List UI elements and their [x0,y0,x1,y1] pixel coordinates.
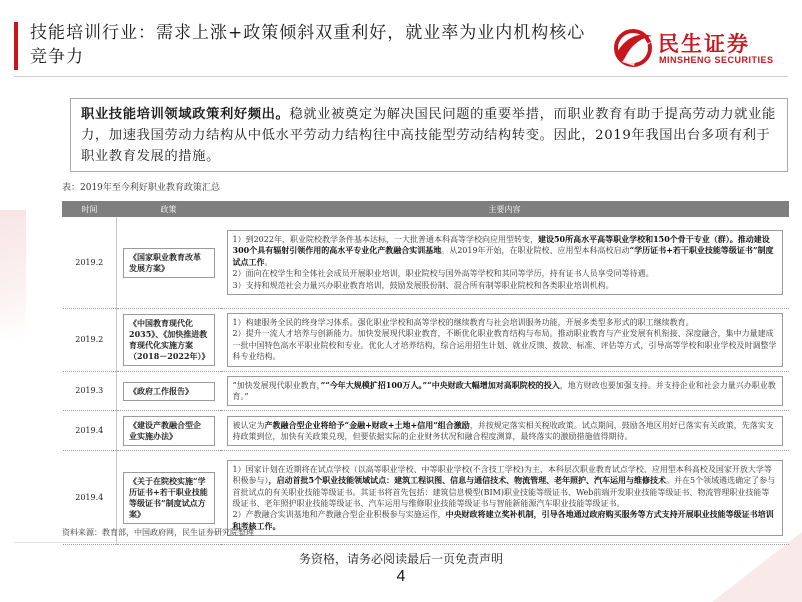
content-text: 。 [264,257,273,267]
summary-body: 稳就业被奠定为解决国民问题的重要举措，而职业教育有助于提高劳动力就业能力，加速我国劳动力结构从中低水平劳动力结构往中高技能型劳动结构转变。因此，2019年我国出台多项有利于职业教育发展的措施。 [81,107,776,164]
row-policy: 《建设产教融合型企业实施办法》 [123,416,215,446]
content-text: “加快发展现代职业教育， [232,380,321,390]
row-policy: 《政府工作报告》 [123,382,215,401]
content-text: 。从2019年开始，在职业院校、应用型本科高校启动 [441,246,630,256]
content-text: 1）构建服务全民的终身学习体系。强化职业学校和高等学校的继续教育与社会培训服务功能，开展多类型多形式的职工继续教育。 [232,318,694,327]
company-logo [612,26,792,70]
content-text: ，并按规定落实相关税收政策。试点期间，鼓励各地区用好已落实有关政策，先落实支持政策到位，加快有关政策兑现，但要依据实际的企业财务状况和融合程度测算，最终落实的激励措施值得期待。 [232,420,774,441]
source-note: 资料来源：教育部，中国政府网，民生证券研究院整理 [62,528,254,537]
content-highlight: ”“今年大规模扩招100万人。”“中央财政大幅增加对高职院校的投入 [320,379,560,390]
header-time: 时间 [63,202,117,217]
content-highlight: “学历证书+若干职业技能等级证书”制度试点工作 [232,245,774,267]
logo-name-en: MINSHENG SECURITIES [659,55,774,65]
row-time: 2019.3 [63,371,117,411]
row-policy: 《关于在院校实施“学历证书+若干职业技能等级证书”制度试点方案》 [123,472,215,524]
logo-name-cn: 民生证券 [658,32,750,56]
content-highlight: 产教融合型企业将给予“金融+财政+土地+信用”组合激励 [264,419,470,430]
header-policy: 政策 [117,202,221,217]
content-text: 2）产教融合实训基地和产教融合型企业积极参与实施运作， [232,510,446,520]
row-time: 2019.2 [63,309,117,372]
header-accent-bar [14,22,18,70]
table-row [63,371,789,411]
page-number: 4 [396,568,406,585]
row-time: 2019.4 [63,451,117,545]
row-content [227,416,783,447]
summary-lead: 职业技能培训领域政策利好频出。 [81,107,290,122]
content-highlight: 建设50所高水平高等职业学校和150个骨干专业（群）。推动建设300个具有辐射引领作用的高水平专业化产教融合实训基地 [232,233,770,256]
header-content: 主要内容 [221,202,789,217]
table-caption: 表：2019年至今利好职业教育政策汇总 [62,183,220,193]
content-text: 2）提升一流人才培养与创新能力。加快发展现代职业教育，不断优化职业教育结构与布局。推动职业教育与产业发展有机衔接、深度融合，集中力量建成一批中国特色高水平职业院校和专业。优化人才培养结构，综合运用招生计划、就业反馈、拨款、标准、评估等方式，引导高等学校和职业学校及时调整学科专业结构。 [232,329,777,362]
row-policy: 《中国教育现代化2035》、《加快推进教育现代化实施方案（2018－2022年）》 [123,314,215,366]
table-header-row [63,202,789,217]
summary-box [70,98,788,172]
row-time: 2019.2 [63,217,117,309]
minsheng-logo-icon [612,28,654,68]
content-text: 2）面向在校学生和全体社会成员开展职业培训，职业院校与国外高等学校和其同等学历，持有证书人员享受同等待遇。 [232,269,654,279]
header-divider [14,76,788,77]
table-row [63,217,789,309]
row-time: 2019.4 [63,411,117,451]
content-text: 1）国家计划在近期将在试点学校（以高等职业学校、中等职业学校(不含技工学校)为主，本科层次职业教育试点学校、应用型本科高校及国家开放大学等积极参与） [232,464,772,486]
footer-divider [14,542,788,543]
content-highlight: 中央财政将建立奖补机制，引导各地通过政府购买服务等方式支持开展职业技能等级证书培训和考核工作。 [232,509,774,531]
table-row [63,309,789,372]
content-text: 。并在5个领域遴选确定了参与首批试点的有关职业技能等级证书。其证书将首先包括：建筑信息模型(BIM)职业技能等级证书、Web前端开发职业技能等级证书、物流管理职业技能等级证书、老年照护职业技能等级证书、汽车运用与维修职业技能等级证书与智能新能源汽车职业技能等级证书。 [232,476,776,508]
content-text: 1）到2022年，职业院校教学条件基本达标，一大批普通本科高等学校向应用型转变， [232,234,538,244]
row-content [227,230,783,295]
policy-table [62,201,789,545]
row-content [227,313,783,367]
page-title: 技能培训行业：需求上涨+政策倾斜双重利好，就业率为业内机构核心竞争力 [30,23,586,67]
content-text: ，地方财政也要加强支持。并支持企业和社会力量兴办职业教育。” [232,380,776,402]
content-highlight: ，启动首批5个职业技能领域试点：建筑工程识图、信息与通信技术、物流管理、老年照护、汽车运用与维修技术 [268,475,667,486]
row-policy: 《国家职业教育改革发展方案》 [123,248,215,278]
decorative-stripe [0,210,26,340]
content-text: 3）支持和规范社会力量兴办职业教育培训，鼓励发展股份制、混合所有制等职业院校和各类职业培训机构。 [232,280,614,290]
disclaimer-text: 务资格，请务必阅读最后一页免责声明 [298,552,503,566]
row-content [227,460,783,536]
row-content [227,376,783,407]
content-text: 被认定为 [232,420,265,430]
table-row [63,411,789,451]
